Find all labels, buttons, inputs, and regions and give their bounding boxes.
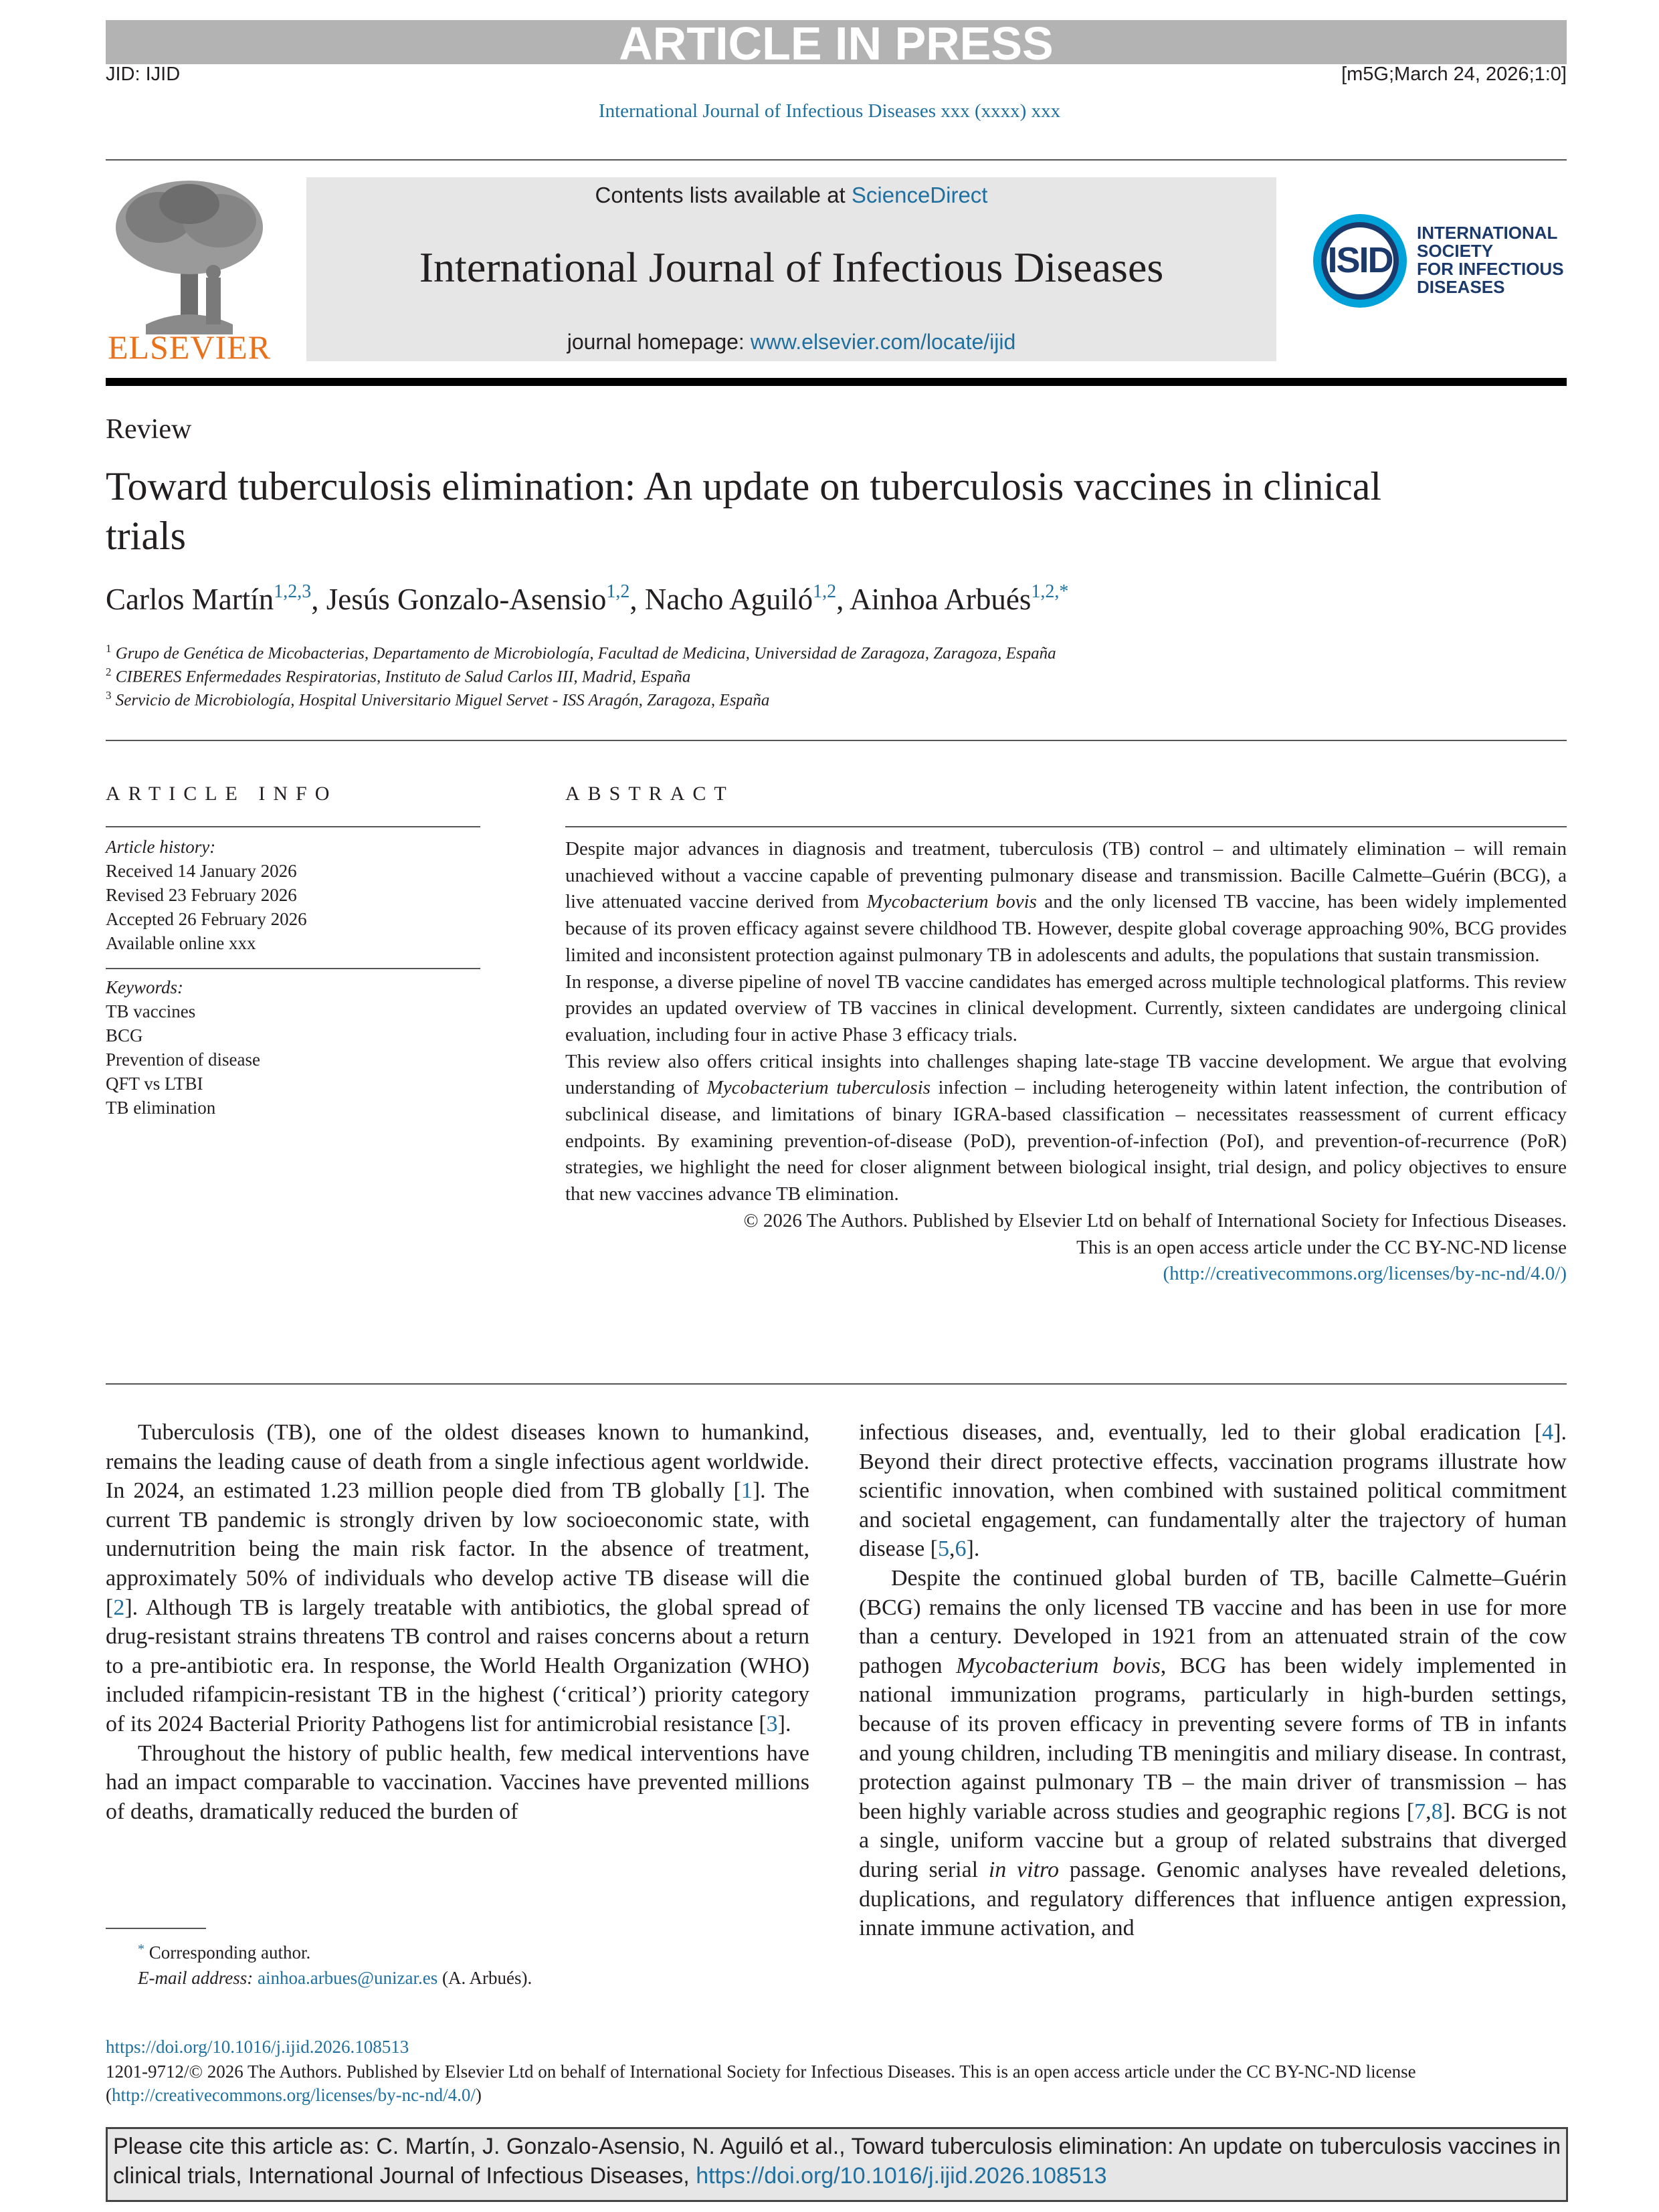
cite-doi-link[interactable]: https://doi.org/10.1016/j.ijid.2026.108513: [696, 2163, 1107, 2189]
reference-link[interactable]: 6: [955, 1536, 967, 1562]
keywords-rule: [106, 968, 480, 969]
sciencedirect-link[interactable]: ScienceDirect: [851, 183, 988, 207]
citation-box: [106, 2127, 1568, 2202]
header-divider: [106, 159, 1567, 161]
body-text: ].: [966, 1536, 980, 1562]
article-type: Review: [106, 414, 192, 445]
homepage-prefix: journal homepage:: [567, 330, 751, 354]
author-affiliation-marker[interactable]: 1,2,*: [1031, 581, 1069, 602]
footnote-rule: [106, 1928, 206, 1929]
author-affiliation-marker[interactable]: 1,2,3: [274, 581, 312, 602]
contents-prefix: Contents lists available at: [595, 183, 852, 207]
affiliation-text: Grupo de Genética de Micobacterias, Departamento de Microbiología, Facultad de Medicina, Universidad de Zaragoza, Zaragoza, España: [115, 644, 1056, 663]
reference-link[interactable]: 8: [1431, 1799, 1443, 1824]
issn-copyright: [106, 2060, 1567, 2107]
body-italic: Mycobacterium bovis: [956, 1653, 1161, 1678]
cite-text: Please cite this article as: C. Martín, J. Gonzalo-Asensio, N. Aguiló et al., Toward tuberculosis elimination: An update on tuberculosis vaccines in clinical trials, International Journal of Infectious Diseases,: [113, 2134, 1561, 2189]
body-column-right: [859, 1418, 1567, 1943]
article-history: [106, 835, 480, 955]
body-column-left: [106, 1418, 809, 1826]
body-text: ]. The current TB pandemic is strongly driven by low socioeconomic state, with undernutrition being the main risk factor. In the absence of treatment, approximately 50% of individuals who develop active TB disease will die [: [106, 1478, 809, 1620]
jid-label: JID: IJID: [106, 64, 181, 85]
isid-line-2: SOCIETY: [1417, 241, 1494, 261]
homepage-line: [306, 330, 1276, 355]
affiliation: [106, 689, 769, 710]
affiliation-text: CIBERES Enfermedades Respiratorias, Instituto de Salud Carlos III, Madrid, España: [115, 668, 691, 686]
abstract-italic: Mycobacterium bovis: [866, 891, 1037, 913]
journal-masthead: [306, 177, 1276, 361]
abstract-heading: ABSTRACT: [565, 783, 735, 805]
masthead-rule: [106, 378, 1567, 386]
author-name: Carlos Martín: [106, 583, 274, 616]
author-name: Ainhoa Arbués: [850, 583, 1032, 616]
email-link[interactable]: ainhoa.arbues@unizar.es: [257, 1968, 438, 1988]
corresponding-author-footnote: [106, 1936, 532, 1991]
article-info-heading: ARTICLE INFO: [106, 783, 338, 805]
abstract-copyright: © 2026 The Authors. Published by Elsevier Ltd on behalf of International Society for Infectious Diseases.: [743, 1209, 1567, 1231]
author-separator: ,: [836, 583, 850, 616]
abstract-italic: Mycobacterium tuberculosis: [706, 1077, 931, 1099]
body-paragraph: [859, 1564, 1567, 1943]
reference-link[interactable]: 2: [113, 1595, 125, 1620]
article-info-rule: [106, 826, 480, 827]
abstract-divider: [106, 1383, 1567, 1385]
affiliation-number: 2: [106, 666, 112, 678]
journal-citation-link[interactable]: International Journal of Infectious Diseases xxx (xxxx) xxx: [598, 100, 1061, 122]
author-affiliation-marker[interactable]: 1,2: [813, 581, 837, 602]
author-affiliation-marker[interactable]: 1,2: [606, 581, 630, 602]
affiliation: [106, 666, 690, 686]
body-text: infectious diseases, and, eventually, led to their global eradication [: [859, 1420, 1543, 1445]
body-paragraph: [859, 1418, 1567, 1564]
abstract-body: [565, 836, 1567, 1288]
abstract-paragraph: [565, 1049, 1567, 1208]
abstract-license: This is an open access article under the CC BY-NC-ND license: [1076, 1236, 1567, 1258]
footnote-marker: *: [138, 1942, 144, 1956]
email-suffix: (A. Arbués).: [437, 1968, 532, 1988]
history-accepted: Accepted 26 February 2026: [106, 909, 307, 929]
keyword: BCG: [106, 1025, 143, 1045]
body-text: ]. Although TB is largely treatable with antibiotics, the global spread of drug-resistant strains threatens TB control and raises concerns about a return to a pre-antibiotic era. In response, the World Health Organization (WHO) included rifampicin-resistant TB in the highest (‘critical’) priority category of its 2024 Bacterial Priority Pathogens list for antimicrobial resistance [: [106, 1595, 809, 1736]
keyword: TB elimination: [106, 1098, 216, 1118]
body-text: ,: [949, 1536, 955, 1562]
isid-name: [1417, 224, 1564, 296]
abstract-paragraph: [565, 836, 1567, 969]
body-paragraph: Throughout the history of public health, few medical interventions have had an impact comparable to vaccination. Vaccines have prevented millions of deaths, dramatically reduced the burden of: [106, 1740, 809, 1824]
issn-text: 1201-9712/© 2026 The Authors. Published by Elsevier Ltd on behalf of International Society for Infectious Diseases. This is an open access article under the CC BY-NC-ND license (: [106, 2062, 1416, 2105]
footnote-label: Corresponding author.: [149, 1942, 311, 1963]
contents-line: [306, 183, 1276, 208]
abstract-text: infection – including heterogeneity within latent infection, the contribution of subclinical disease, and limitations of binary IGRA-based classification – necessitates reassessment of current efficacy endpoints. By examining prevention-of-disease (PoD), prevention-of-infection (PoI), and prevention-of-recurrence (PoR) strategies, we highlight the need for closer alignment between biological insight, trial design, and policy objectives to ensure that new vaccines advance TB elimination.: [565, 1077, 1567, 1205]
elsevier-logo: [106, 177, 273, 365]
body-text: , BCG has been widely implemented in national immunization programs, particularly in high-burden settings, because of its proven efficacy in preventing severe forms of TB in infants and young children, including TB meningitis and miliary disease. In contrast, protection against pulmonary TB – the main driver of transmission – has been highly variable across studies and geographic regions [: [859, 1653, 1567, 1824]
body-text: passage. Genomic analyses have revealed deletions, duplications, and regulatory differences that influence antigen expression, innate immune activation, and: [859, 1857, 1567, 1941]
affiliation: [106, 642, 1056, 663]
abstract-paragraph: In response, a diverse pipeline of novel TB vaccine candidates has emerged across multiple technological platforms. This review provides an updated overview of TB vaccines in clinical development. Currently, sixteen candidates are undergoing clinical evaluation, including four in active Phase 3 efficacy trials.: [565, 971, 1567, 1045]
elsevier-wordmark: ELSEVIER: [107, 328, 272, 366]
isid-line-3: FOR INFECTIOUS: [1417, 259, 1564, 279]
keywords-label: Keywords:: [106, 977, 183, 997]
reference-link[interactable]: 7: [1414, 1799, 1426, 1824]
issn-close: ): [475, 2085, 482, 2105]
keyword: Prevention of disease: [106, 1049, 260, 1070]
isid-line-4: DISEASES: [1417, 277, 1505, 297]
reference-link[interactable]: 3: [766, 1711, 778, 1736]
author-separator: ,: [629, 583, 645, 616]
body-text: Despite the continued global burden of TB, bacille Calmette–Guérin (BCG) remains the only licensed TB vaccine and has been in use for more than a century. Developed in 1921 from an attenuated strain of the cow pathogen: [859, 1565, 1567, 1678]
abstract-text: and the only licensed TB vaccine, has been widely implemented because of its proven efficacy against severe childhood TB. However, despite global coverage approaching 90%, BCG provides limited and inconsistent protection against pulmonary TB in adolescents and adults, the populations that sustain transmission.: [565, 891, 1567, 966]
title-divider: [106, 740, 1567, 741]
history-label: Article history:: [106, 837, 216, 857]
affiliation-number: 3: [106, 689, 112, 702]
body-text: ,: [1426, 1799, 1432, 1824]
reference-link[interactable]: 4: [1542, 1420, 1554, 1445]
affiliation-number: 1: [106, 642, 112, 655]
body-paragraph: [106, 1418, 809, 1739]
body-text: ].: [777, 1711, 791, 1736]
author-name: Jesús Gonzalo-Asensio: [326, 583, 607, 616]
keyword: TB vaccines: [106, 1001, 196, 1021]
isid-logo: [1310, 211, 1564, 311]
keyword: QFT vs LTBI: [106, 1074, 203, 1094]
body-italic: in vitro: [988, 1857, 1059, 1882]
body-text: ]. BCG is not a single, uniform vaccine but a group of related substrains that diverged during serial: [859, 1799, 1567, 1882]
abstract-text: Despite major advances in diagnosis and treatment, tuberculosis (TB) control – and ultimately elimination – will remain unachieved without a vaccine capable of preventing pulmonary disease and transmission. Bacille Calmette–Guérin (BCG), a live attenuated vaccine derived from: [565, 838, 1567, 913]
homepage-link[interactable]: www.elsevier.com/locate/ijid: [750, 330, 1016, 354]
license-link[interactable]: (http://creativecommons.org/licenses/by-nc-nd/4.0/): [1163, 1263, 1567, 1285]
body-text: ]. Beyond their direct protective effects, vaccination programs illustrate how scientific innovation, when combined with sustained political commitment and societal engagement, can fundamentally alter the trajectory of human disease [: [859, 1420, 1567, 1562]
article-title: Toward tuberculosis elimination: An update on tuberculosis vaccines in clinical trials: [106, 464, 1381, 558]
history-revised: Revised 23 February 2026: [106, 885, 297, 905]
affiliation-text: Servicio de Microbiología, Hospital Universitario Miguel Servet - ISS Aragón, Zaragoza, España: [115, 691, 770, 710]
history-online: Available online xxx: [106, 933, 256, 953]
keywords: [106, 975, 480, 1120]
author-separator: ,: [311, 583, 326, 616]
article-in-press-banner: ARTICLE IN PRESS: [106, 20, 1567, 64]
history-received: Received 14 January 2026: [106, 861, 297, 881]
date-stamp: [m5G;March 24, 2026;1:0]: [1341, 64, 1567, 85]
issn-license-link[interactable]: http://creativecommons.org/licenses/by-nc-nd/4.0/: [112, 2085, 476, 2105]
doi-link[interactable]: https://doi.org/10.1016/j.ijid.2026.108513: [106, 2037, 409, 2057]
email-label: E-mail address:: [138, 1968, 254, 1988]
body-text: Tuberculosis (TB), one of the oldest diseases known to humankind, remains the leading cause of death from a single infectious agent worldwide. In 2024, an estimated 1.23 million people died from TB globally [: [106, 1420, 809, 1504]
reference-link[interactable]: 1: [741, 1478, 753, 1504]
author-name: Nacho Aguiló: [644, 583, 813, 616]
isid-acronym: ISID: [1327, 240, 1393, 280]
journal-title: International Journal of Infectious Diseases: [419, 243, 1164, 291]
author-list: [106, 582, 1068, 617]
isid-line-1: INTERNATIONAL: [1417, 223, 1558, 243]
abstract-text: This review also offers critical insights into challenges shaping late-stage TB vaccine development. We argue that evolving understanding of: [565, 1050, 1567, 1099]
abstract-rule: [565, 826, 1567, 827]
reference-link[interactable]: 5: [938, 1536, 950, 1562]
